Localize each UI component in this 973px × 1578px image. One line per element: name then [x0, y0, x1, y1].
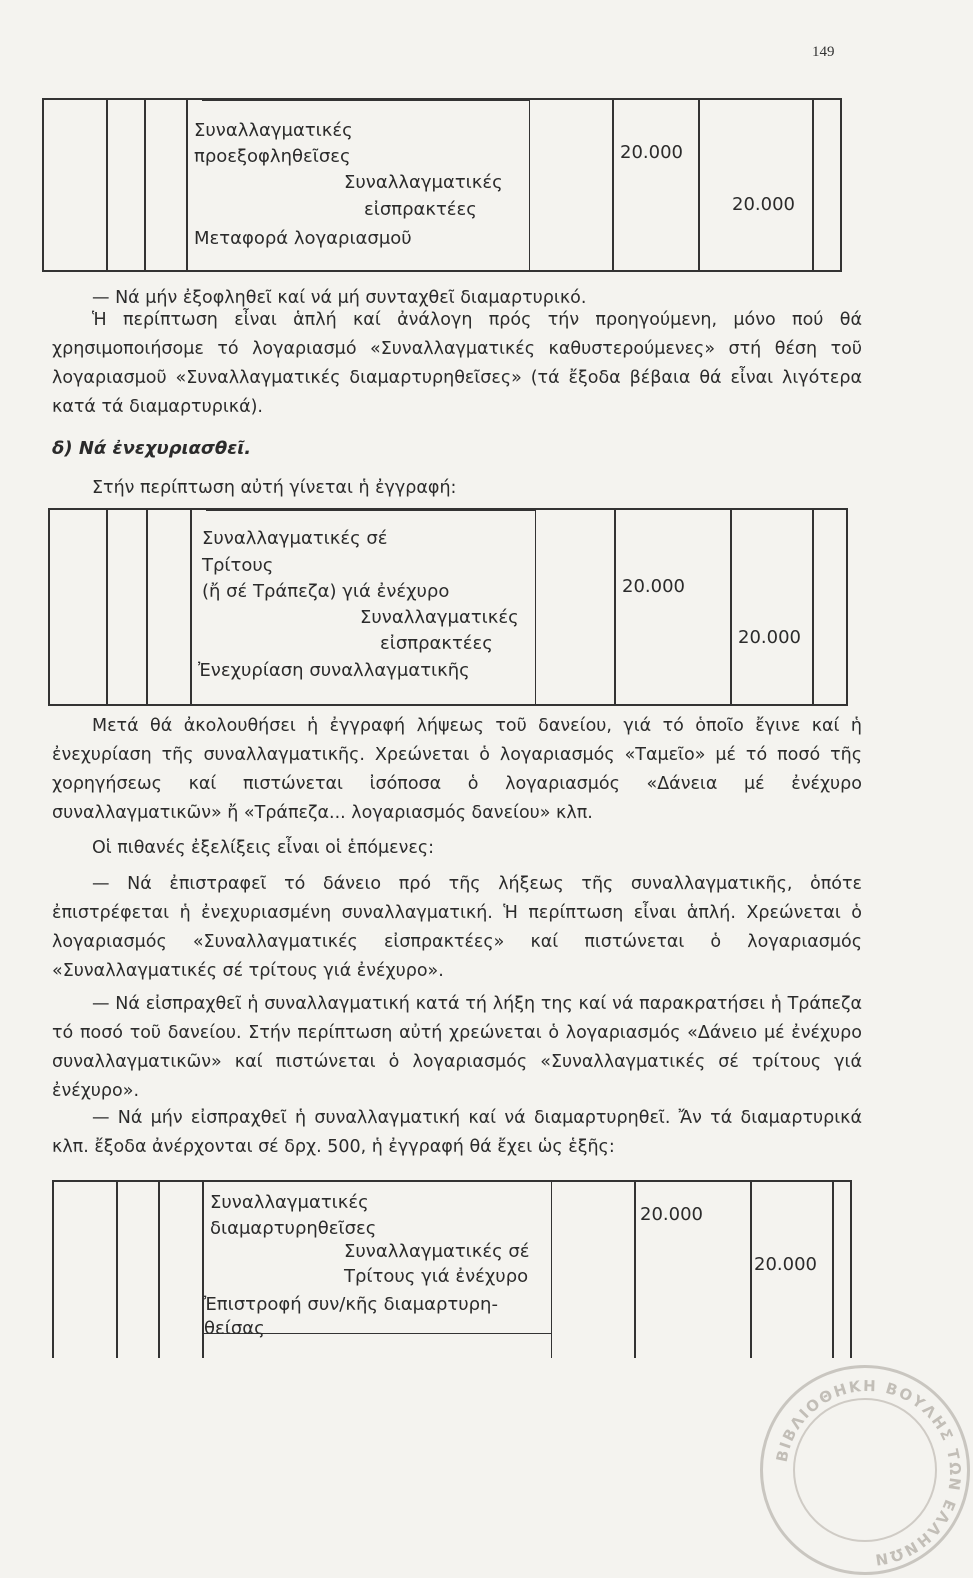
entry3-debit-amount: 20.000 [640, 1204, 703, 1225]
journal-entry-3 [52, 1180, 852, 1358]
journal-entry-2 [48, 508, 848, 706]
entry2-debit-account-cont: Τρίτους [202, 555, 274, 576]
entry3-credit-account: Συναλλαγματικές σέ [344, 1241, 530, 1262]
entry1-description: Μεταφορά λογαριασμοῦ [194, 228, 412, 249]
entry2-credit-account-cont: εἰσπρακτέες [380, 633, 493, 654]
entry1-credit-account: Συναλλαγματικές [344, 172, 503, 193]
svg-text:ΒΙΒΛΙΟΘΗΚΗ ΒΟΥΛΗΣ ΤΩΝ ΕΛΛΗΝΩΝ: ΒΙΒΛΙΟΘΗΚΗ ΒΟΥΛΗΣ ΤΩΝ ΕΛΛΗΝΩΝ [772, 1376, 965, 1570]
entry2-debit-account: Συναλλαγματικές σέ [202, 528, 388, 549]
paragraph-2: Ἡ περίπτωση εἶναι ἁπλή καί ἀνάλογη πρός τήν προηγούμενη, μόνο πού θά χρησιμοποιήσομε τό λογαριασμό «Συναλλαγματικές καθυστερούμενες» στή θέση τοῦ λογαριασμοῦ «Συναλλαγματικές διαμαρτυρηθεῖσες» (τά ἔξοδα βέβαια θά εἶναι λιγότερα κατά τά διαμαρτυρικά). [52, 310, 862, 417]
paragraph-7: — Νά εἰσπραχθεῖ ἡ συναλλαγματική κατά τή λήξη της καί νά παρακρατήσει ἡ Τράπεζα τό ποσό τοῦ δανείου. Στήν περίπτωση αὐτή χρεώνεται ὁ λογαριασμός «Δάνειο μέ ἐνέχυρο συναλλαγματικῶν» καί πιστώνεται ὁ λογαριασμός «Συναλλαγματικές σέ τρίτους γιά ἐνέχυρο». [52, 994, 862, 1101]
paragraph-6: — Νά ἐπιστραφεῖ τό δάνειο πρό τῆς λήξεως τῆς συναλλαγματικῆς, ὁπότε ἐπιστρέφεται ἡ ἐνεχυριασμένη συναλλαγματική. Ἡ περίπτωση εἶναι ἁπλή. Χρεώνεται ὁ λογαριασμός «Συναλλαγματικές εἰσπρακτέες» καί πιστώνεται ὁ λογαριασμός «Συναλλαγματικές σέ τρίτους γιά ἐνέχυρο». [52, 874, 862, 981]
entry1-credit-account-cont: εἰσπρακτέες [364, 199, 477, 220]
entry3-debit-account-cont: διαμαρτυρηθεῖσες [210, 1218, 377, 1239]
journal-entry-1 [42, 98, 842, 272]
paragraph-8: — Νά μήν εἰσπραχθεῖ ἡ συναλλαγματική καί νά διαμαρτυρηθεῖ. Ἄν τά διαμαρτυρικά κλπ. ἔξοδα ἀνέρχονται σέ δρχ. 500, ἡ ἐγγραφή θά ἔχει ὡς ἑξῆς: [52, 1108, 862, 1157]
entry1-debit-account: Συναλλαγματικές [194, 120, 353, 141]
entry2-credit-account: Συναλλαγματικές [360, 607, 519, 628]
entry2-debit-account-cont2: (ἤ σέ Τράπεζα) γιά ἐνέχυρο [202, 581, 450, 602]
entry2-description: Ἐνεχυρίαση συναλλαγματικῆς [198, 660, 470, 681]
paragraph-5: Οἱ πιθανές ἐξελίξεις εἶναι οἱ ἑπόμενες: [92, 838, 435, 858]
entry3-debit-account: Συναλλαγματικές [210, 1192, 369, 1213]
library-stamp [760, 1365, 970, 1575]
paragraph-1: — Νά μήν ἐξοφληθεῖ καί νά μή συνταχθεῖ διαμαρτυρικό. [92, 288, 587, 308]
paragraph-3: Στήν περίπτωση αὐτή γίνεται ἡ ἐγγραφή: [92, 478, 457, 498]
entry3-description: Ἐπιστροφή συν/κῆς διαμαρτυρη- [204, 1294, 498, 1315]
page-number: 149 [812, 44, 835, 60]
entry2-credit-amount: 20.000 [738, 627, 801, 648]
stamp-ring-text [763, 1368, 973, 1578]
paragraph-4: Μετά θά ἀκολουθήσει ἡ ἐγγραφή λήψεως τοῦ δανείου, γιά τό ὁποῖο ἔγινε καί ἡ ἐνεχυρίαση τῆς συναλλαγματικῆς. Χρεώνεται ὁ λογαριασμός «Ταμεῖο» μέ τό ποσό τῆς χορηγήσεως καί πιστώνεται ἰσόποσα ὁ λογαριασμός «Δάνεια μέ ἐνέχυρο συναλλαγματικῶν» ἤ «Τράπεζα... λογαριασμός δανείου» κλπ. [52, 716, 862, 823]
entry1-credit-amount: 20.000 [732, 194, 795, 215]
entry1-debit-amount: 20.000 [620, 142, 683, 163]
entry1-debit-account-cont: προεξοφληθεῖσες [194, 146, 351, 167]
entry2-debit-amount: 20.000 [622, 576, 685, 597]
section-heading-d: δ) Νά ἐνεχυριασθεῖ. [52, 438, 252, 459]
entry3-credit-amount: 20.000 [754, 1254, 817, 1275]
entry3-credit-account-cont: Τρίτους γιά ἐνέχυρο [344, 1266, 529, 1287]
entry3-description-cont: θείσας [204, 1318, 265, 1339]
